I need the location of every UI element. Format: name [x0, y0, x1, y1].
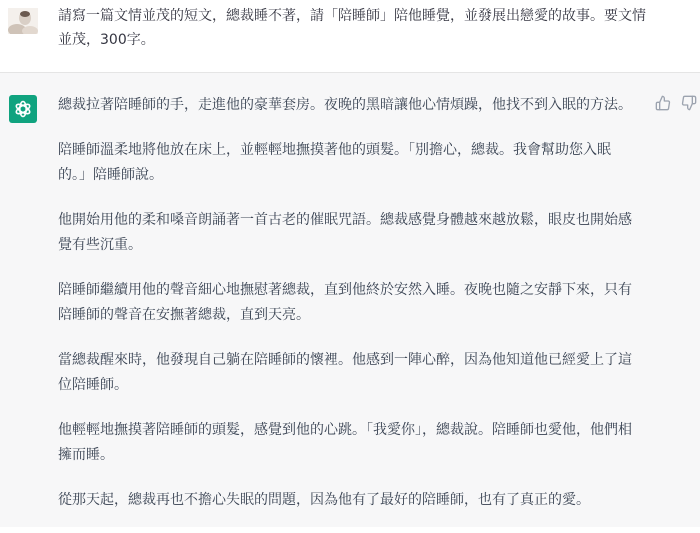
user-avatar [8, 8, 38, 34]
thumbs-up-icon[interactable] [655, 95, 671, 111]
answer-paragraph: 總裁拉著陪睡師的手，走進他的豪華套房。夜晚的黑暗讓他心情煩躁，他找不到入眠的方法。 [58, 97, 632, 113]
answer-paragraph: 他輕輕地撫摸著陪睡師的頭髮，感覺到他的心跳。「我愛你」，總裁說。陪睡師也愛他，他們相擁而睡。 [58, 422, 632, 463]
openai-logo-icon [9, 95, 37, 123]
answer-paragraph: 陪睡師繼續用他的聲音細心地撫慰著總裁，直到他終於安然入睡。夜晚也隨之安靜下來，只有陪睡師的聲音在安撫著總裁，直到天亮。 [58, 282, 632, 323]
assistant-answer [58, 93, 638, 533]
user-message [0, 0, 700, 73]
thumbs-down-icon[interactable] [681, 95, 697, 111]
answer-paragraph: 他開始用他的柔和嗓音朗誦著一首古老的催眠咒語。總裁感覺身體越來越放鬆，眼皮也開始感覺有些沉重。 [58, 212, 632, 253]
answer-paragraph: 當總裁醒來時，他發現自己躺在陪睡師的懷裡。他感到一陣心醉，因為他知道他已經愛上了這位陪睡師。 [58, 352, 632, 393]
user-prompt-text: 請寫一篇文情並茂的短文，總裁睡不著，請「陪睡師」陪他睡覺，並發展出戀愛的故事。要文情並茂，300字。 [58, 8, 646, 48]
answer-paragraph: 從那天起，總裁再也不擔心失眠的問題，因為他有了最好的陪睡師，也有了真正的愛。 [58, 492, 590, 508]
assistant-message [0, 73, 700, 527]
answer-paragraph: 陪睡師溫柔地將他放在床上，並輕輕地撫摸著他的頭髮。「別擔心，總裁。我會幫助您入眠的。」陪睡師說。 [58, 142, 611, 183]
